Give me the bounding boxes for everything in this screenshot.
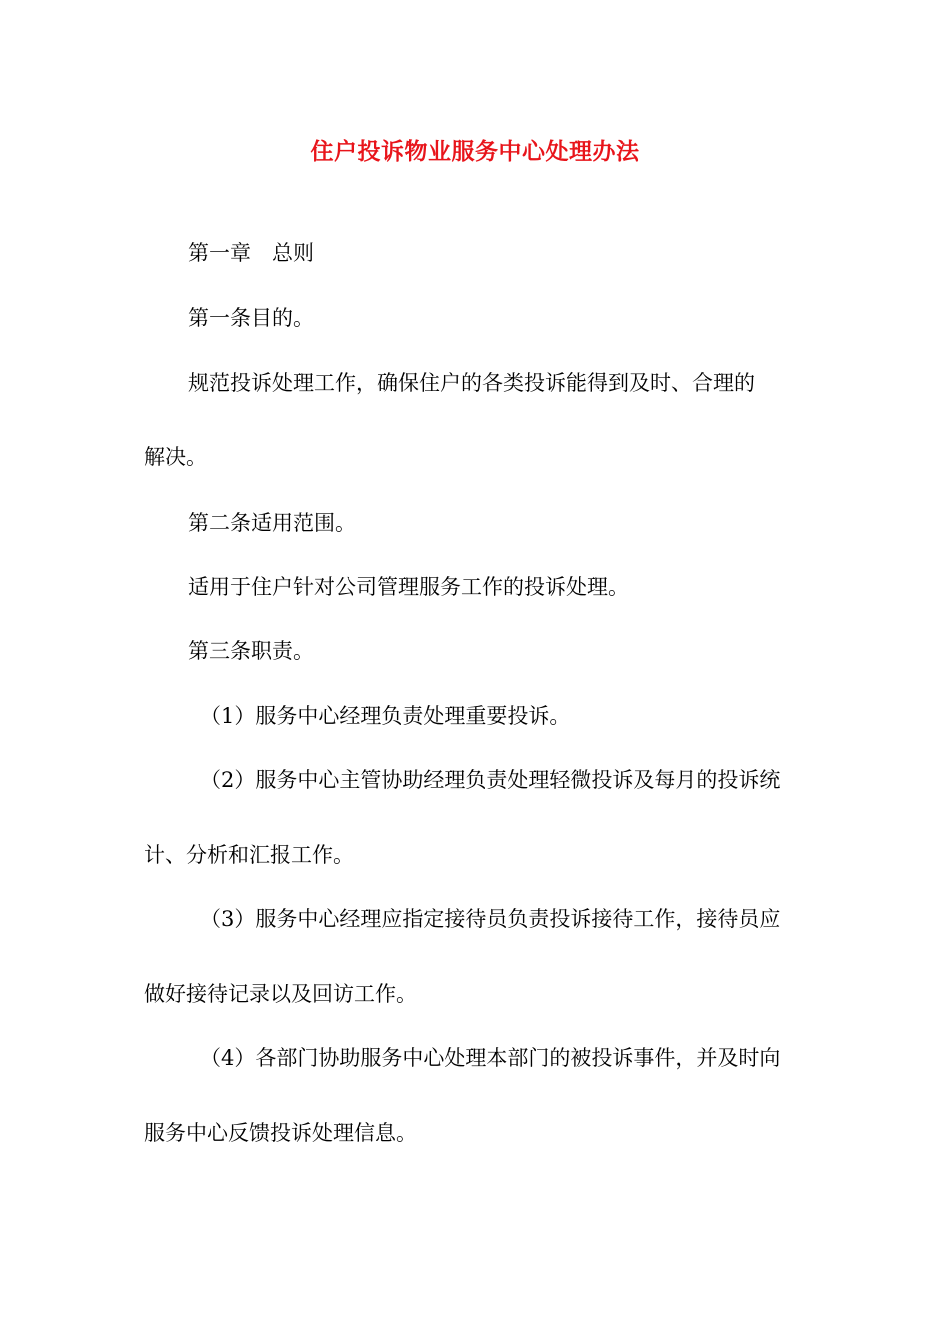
article1-text-line2: 解决。 bbox=[144, 445, 207, 469]
item-number: （3） bbox=[200, 907, 256, 931]
item-number: （1） bbox=[200, 704, 256, 728]
article2-text: 适用于住户针对公司管理服务工作的投诉处理。 bbox=[188, 575, 629, 599]
article3-heading: 第三条职责。 bbox=[188, 639, 314, 663]
document-title: 住户投诉物业服务中心处理办法 bbox=[310, 139, 640, 165]
article2-heading: 第二条适用范围。 bbox=[188, 511, 356, 535]
item-continuation: 计、分析和汇报工作。 bbox=[144, 843, 354, 867]
item-text: 服务中心经理负责处理重要投诉。 bbox=[255, 704, 571, 728]
item-text: 服务中心经理应指定接待员负责投诉接待工作，接待员应 bbox=[255, 907, 781, 931]
list-item bbox=[200, 1044, 780, 1072]
item-number: （4） bbox=[200, 1046, 256, 1070]
item-text: 服务中心主管协助经理负责处理轻微投诉及每月的投诉统 bbox=[255, 768, 781, 792]
list-item bbox=[200, 905, 780, 933]
item-continuation: 做好接待记录以及回访工作。 bbox=[144, 982, 417, 1006]
list-item bbox=[200, 766, 780, 794]
chapter-heading: 第一章 总则 bbox=[188, 241, 314, 265]
item-number: （2） bbox=[200, 768, 256, 792]
item-text: 各部门协助服务中心处理本部门的被投诉事件，并及时向 bbox=[255, 1046, 781, 1070]
article1-heading: 第一条目的。 bbox=[188, 306, 314, 330]
list-item bbox=[200, 702, 570, 730]
item-continuation: 服务中心反馈投诉处理信息。 bbox=[144, 1121, 417, 1145]
article1-text-line1: 规范投诉处理工作，确保住户的各类投诉能得到及时、合理的 bbox=[188, 371, 755, 395]
